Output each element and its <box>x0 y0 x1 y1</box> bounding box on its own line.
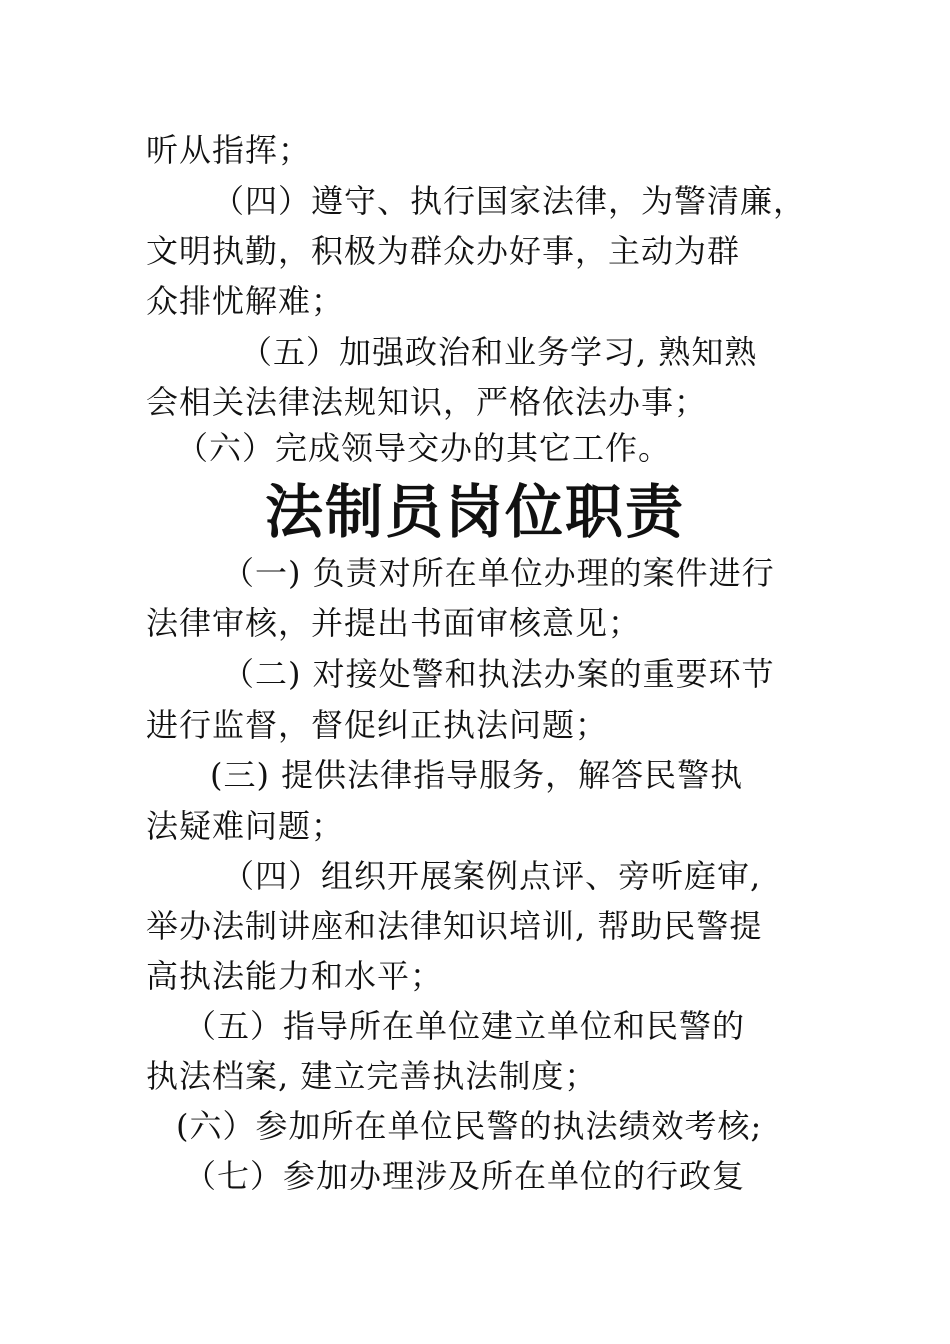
text-line: （二) 对接处警和执法办案的重要环节 <box>222 655 775 693</box>
text-line: 会相关法律法规知识，严格依法办事； <box>146 383 708 421</box>
text-line: （六）完成领导交办的其它工作。 <box>176 429 672 467</box>
text-line: (六）参加所在单位民警的执法绩效考核; <box>176 1107 763 1145</box>
text-line: （五）指导所在单位建立单位和民警的 <box>184 1007 746 1045</box>
text-line: 文明执勤，积极为群众办好事，主动为群 <box>146 232 741 270</box>
text-line: （五）加强政治和业务学习, 熟知熟 <box>240 333 758 371</box>
text-line: （四）遵守、执行国家法律，为警清廉， <box>212 182 807 220</box>
text-line: (三) 提供法律指导服务，解答民警执 <box>210 756 744 794</box>
text-line: 听从指挥； <box>146 131 312 169</box>
text-line: 高执法能力和水平； <box>146 957 444 995</box>
section-title: 法制员岗位职责 <box>264 478 685 546</box>
text-line: 众排忧解难； <box>146 282 345 320</box>
text-line: 法疑难问题； <box>146 807 345 845</box>
text-line: （四）组织开展案例点评、旁听庭审, <box>222 857 762 895</box>
text-line: 进行监督，督促纠正执法问题； <box>146 706 609 744</box>
text-line: 举办法制讲座和法律知识培训, 帮助民警提 <box>146 907 763 945</box>
text-line: （七）参加办理涉及所在单位的行政复 <box>184 1157 746 1195</box>
text-line: 法律审核，并提出书面审核意见； <box>146 604 642 642</box>
text-line: 执法档案, 建立完善执法制度； <box>146 1057 598 1095</box>
text-line: （一) 负责对所在单位办理的案件进行 <box>222 554 775 592</box>
